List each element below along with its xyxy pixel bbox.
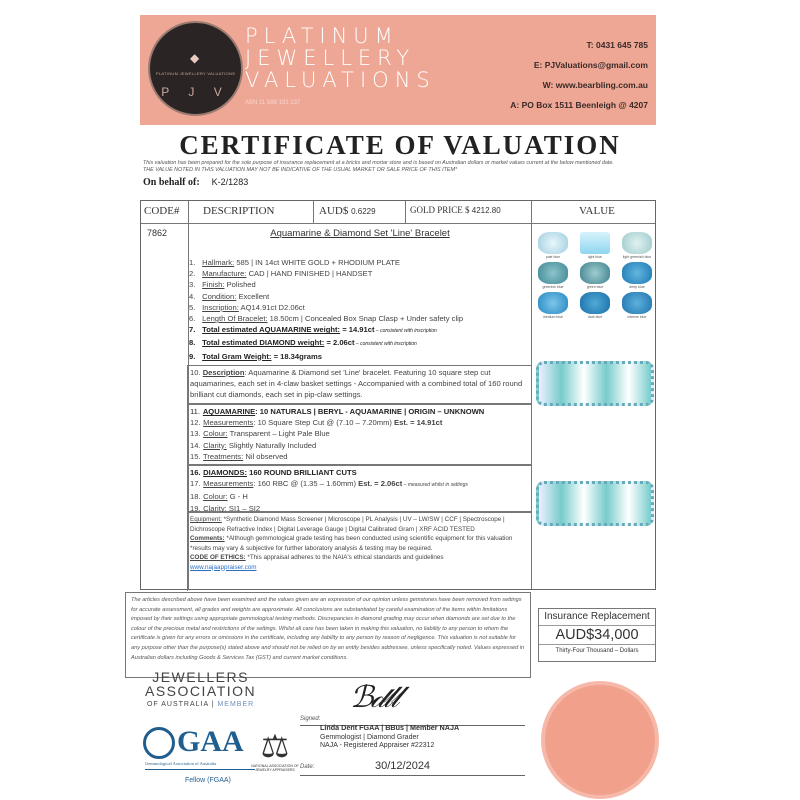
text: MEMBER — [217, 701, 255, 708]
on-behalf-label: On behalf of: — [143, 177, 200, 188]
business-name-line: JEWELLERY — [245, 46, 416, 70]
text: Polished — [224, 280, 256, 290]
email: E: PJValuations@gmail.com — [533, 60, 648, 70]
business-name-line: VALUATIONS — [245, 68, 436, 92]
on-behalf-value: K-2/1283 — [211, 177, 249, 187]
seal-stamp — [545, 685, 655, 795]
text: 19. — [190, 503, 201, 513]
text: SI1 – SI2 — [226, 503, 261, 513]
gold-price: 4212.80 — [471, 206, 501, 215]
text: : 10 Square Step Cut @ (7.10 – 7.20mm) — [253, 418, 395, 428]
text: NATIONAL ASSOCIATION OF JEWELRY APPRAISERS — [251, 764, 299, 772]
text: 4. — [189, 291, 196, 301]
gem-swatch — [533, 231, 573, 259]
aud-rate: 0.6229 — [351, 207, 376, 216]
text: Nil observed — [243, 451, 288, 461]
label: Manufacture: — [202, 269, 247, 279]
pjv-logo — [148, 21, 243, 116]
gem-swatch — [575, 231, 615, 259]
top-disclaimer — [143, 160, 663, 174]
text: = 18.34grams — [271, 351, 322, 361]
phone: T: 0431 645 785 — [586, 40, 648, 50]
text: Equipment: — [190, 516, 222, 523]
text: DIAMONDS: — [203, 468, 247, 477]
text: OF AUSTRALIA | — [146, 701, 215, 708]
insurance-words: Thirty-Four Thousand – Dollars — [555, 648, 639, 654]
text: greenish blue — [542, 285, 564, 289]
scales-icon: ⚖ — [260, 728, 290, 764]
text: : 160 RBC @ (1.35 – 1.60mm) — [253, 479, 359, 489]
naja-logo — [250, 728, 300, 772]
equipment-box — [187, 512, 532, 591]
text: AQUAMARINE — [202, 407, 256, 416]
label: Inscription: — [202, 302, 239, 312]
diamond-icon: ◆ — [190, 51, 200, 65]
description-box — [187, 365, 532, 404]
gem-swatch — [575, 261, 615, 289]
text: : 10 NATURALS | BERYL - AQUAMARINE | ORIGIN – UNKNOWN — [255, 407, 485, 416]
label: Total estimated DIAMOND weight: — [202, 338, 325, 348]
text: Gemmological Association of Australia — [145, 761, 255, 770]
text: 10. — [190, 368, 201, 377]
abn: ABN 11 588 192 137 — [245, 100, 301, 106]
text: intense blue — [627, 315, 647, 319]
text: Linda Dent FGAA | BBus | Member NAJA — [320, 723, 460, 732]
text: Slightly Naturally Included — [226, 440, 317, 450]
text: 8. — [189, 338, 196, 348]
bracelet-photo — [536, 361, 654, 406]
text: 9. — [189, 351, 196, 361]
text: GAA — [177, 725, 244, 758]
text: Colour: — [203, 429, 228, 439]
label: Hallmark: — [202, 258, 235, 267]
naja-link[interactable]: www.najaappraiser.com — [190, 563, 257, 571]
text: 13. — [190, 429, 201, 439]
text: : Aquamarine & Diamond set 'Line' bracelet. Featuring 10 square step cut aquamarines, each set in 4-claw basket settings - Accompanied with a combined total of 160 round brilliant cut diamonds, each set in pip-claw settings. — [190, 368, 523, 399]
text: AQ14.91ct D2.06ct — [238, 302, 305, 312]
text: 5. — [189, 302, 196, 312]
text: 18. — [190, 492, 201, 502]
text: 585 | IN 14ct WHITE GOLD + RHODIUM PLATE — [234, 258, 400, 267]
logo-text: PLATINUM JEWELLERY VALUATIONS — [155, 71, 236, 76]
text: deep blue — [629, 285, 645, 289]
valuation-table — [140, 200, 656, 590]
signer-details — [320, 724, 459, 751]
text: Fellow (FGAA) — [185, 777, 231, 784]
gem-swatch — [617, 231, 657, 259]
label: Total Gram Weight: — [202, 351, 272, 361]
item-details — [189, 257, 531, 362]
text: Colour: — [203, 492, 228, 502]
text: CODE OF ETHICS: — [190, 554, 246, 561]
certificate-title: CERTIFICATE OF VALUATION — [179, 130, 621, 160]
on-behalf — [143, 177, 248, 188]
label: Length Of Bracelet: — [202, 314, 268, 324]
text: 18.50cm | Concealed Box Snap Clasp + Under safety clip — [267, 314, 464, 324]
gem-swatch — [575, 291, 615, 319]
text: green blue — [586, 285, 604, 289]
gem-swatch — [533, 261, 573, 289]
text: Transparent – Light Pale Blue — [227, 429, 330, 439]
disclaimer-line: THE VALUE NOTED IN THIS VALUATION MAY NOT BE INDICATIVE OF THE USUAL MARKET OR SALE PRICE OF THIS ITEM* — [143, 167, 458, 173]
disclaimer-line: This valuation has been prepared for the sole purpose of insurance replacement at a bricks and mortar store and is based on Australian dollars or market values current at the below mentioned date. — [143, 160, 614, 166]
label: Total estimated AQUAMARINE weight: — [202, 325, 341, 335]
text: 7. — [189, 325, 196, 335]
item-title: Aquamarine & Diamond Set 'Line' Bracelet — [270, 228, 450, 239]
label: Description — [202, 368, 245, 377]
business-name — [245, 25, 436, 91]
text: Est. = 14.91ct — [394, 418, 443, 428]
text: – measured whilst in settings — [402, 482, 468, 489]
text: Date: — [300, 764, 315, 770]
date-value: 30/12/2024 — [375, 760, 431, 772]
description-header: DESCRIPTION — [203, 205, 275, 217]
letterhead — [140, 15, 656, 125]
date-line — [300, 760, 525, 776]
aquamarine-colour-chart — [533, 231, 657, 319]
diamonds-box — [187, 465, 532, 512]
text: 16. — [190, 468, 201, 477]
bracelet-photo-open — [536, 481, 654, 526]
text: 1. — [189, 258, 196, 267]
text: 2. — [189, 269, 196, 279]
comments-text: *Although gemmological grade testing has been conducted using scientific equipment for this valuation *results may vary & subjective for further laboratory analysis & testing may be required. — [190, 535, 513, 552]
text: 14. — [190, 440, 201, 450]
logo-initials: P J V — [161, 85, 230, 99]
contact-info — [510, 35, 648, 115]
text: 17. — [190, 479, 201, 489]
text: Excellent — [236, 291, 270, 301]
text: 15. — [190, 451, 201, 461]
text: JEWELLERS — [152, 669, 249, 685]
text: 11. — [190, 407, 200, 416]
text: CAD | HAND FINISHED | HANDSET — [246, 269, 373, 279]
text: ASSOCIATION — [145, 683, 257, 699]
website: W: www.bearbling.com.au — [542, 80, 648, 90]
item-code: 7862 — [147, 228, 168, 238]
insurance-replacement — [538, 608, 656, 662]
text: 6. — [189, 314, 196, 324]
aud-header: AUD$ — [319, 205, 349, 217]
text: pale blue — [545, 255, 561, 259]
text: Clarity: — [203, 440, 227, 450]
text: 3. — [189, 280, 196, 290]
gem-swatch — [533, 291, 573, 319]
text: Comments: — [190, 535, 225, 542]
text: light blue — [587, 255, 602, 259]
signature: ℬ𝒹𝓁𝓁 — [350, 680, 397, 715]
text: dark blue — [587, 315, 603, 319]
text: Treatments: — [202, 451, 244, 461]
label: Finish: — [202, 280, 225, 290]
footer-disclaimer: The articles described above have been examined and the values given are an expression of our opinion unless gemstones have been removed from settings for accurate assessment, all grades and weights are approximate. All conclusions are substantiated by careful examination of the items within limitations imposed by their settings using appropriate gemmological testing methods. Discrepancies in diamond grading may occur when diamonds are set due to the colour of the precious metal and restrictions of the settings. Whilst all care has been taken in making this valuation, no liability to any person to whom the certificate is given for any errors or omissions in the certificate, including any liability to any person by reason of negligence. This valuation is not suitable for any purpose other than the purpose(s) stated above and should not be relied on by an entity besides addressee, unless specifically noted. Values expressed in Australian dollars including Goods & Services Tax (GST) and current market conditions. — [125, 592, 531, 678]
text: Gemmologist | Diamond Grader — [320, 733, 419, 741]
ethics-text: *This appraisal adheres to the NAIA's ethical standards and guidelines — [245, 554, 444, 561]
value-header: VALUE — [579, 205, 615, 217]
text: 12. — [190, 418, 201, 428]
gem-swatch — [617, 261, 657, 289]
text: medium blue — [542, 315, 564, 319]
text: 160 ROUND BRILLIANT CUTS — [247, 468, 357, 477]
text: light greenish blue — [622, 255, 652, 259]
address: A: PO Box 1511 Beenleigh @ 4207 — [510, 100, 648, 110]
text: NAJA - Registered Appraiser #22312 — [320, 742, 435, 749]
gold-header: GOLD PRICE $ — [410, 205, 470, 215]
text: – consistent with inscription — [374, 328, 437, 335]
jewellers-association-logo — [145, 670, 256, 712]
insurance-value: AUD$34,000 — [539, 625, 655, 645]
label: Condition: — [202, 291, 237, 301]
text: Est. = 2.06ct — [358, 479, 403, 489]
text: Signed: — [300, 716, 321, 722]
text: = 14.91ct — [340, 325, 375, 335]
business-name-line: PLATINUM — [245, 24, 399, 48]
text: – consistent with inscription — [354, 341, 417, 348]
text: Measurements — [203, 418, 254, 428]
gem-swatch — [617, 291, 657, 319]
gaa-seal-icon — [143, 727, 175, 759]
code-header: CODE# — [144, 205, 180, 217]
text: Clarity: — [203, 503, 227, 513]
equipment-text: *Synthetic Diamond Mass Screener | Microscope | PL Analysis | UV – LW/SW | CCF | Spectroscope | Dichroscope Refractive Index | Digital Leverage Gauge | Digital Calibrated Gram | XRF ACID TESTED — [190, 516, 505, 533]
text: Measurements — [203, 479, 254, 489]
aquamarine-box — [187, 404, 532, 465]
text: G - H — [227, 492, 248, 502]
text: = 2.06ct — [324, 338, 355, 348]
insurance-label: Insurance Replacement — [544, 611, 650, 622]
